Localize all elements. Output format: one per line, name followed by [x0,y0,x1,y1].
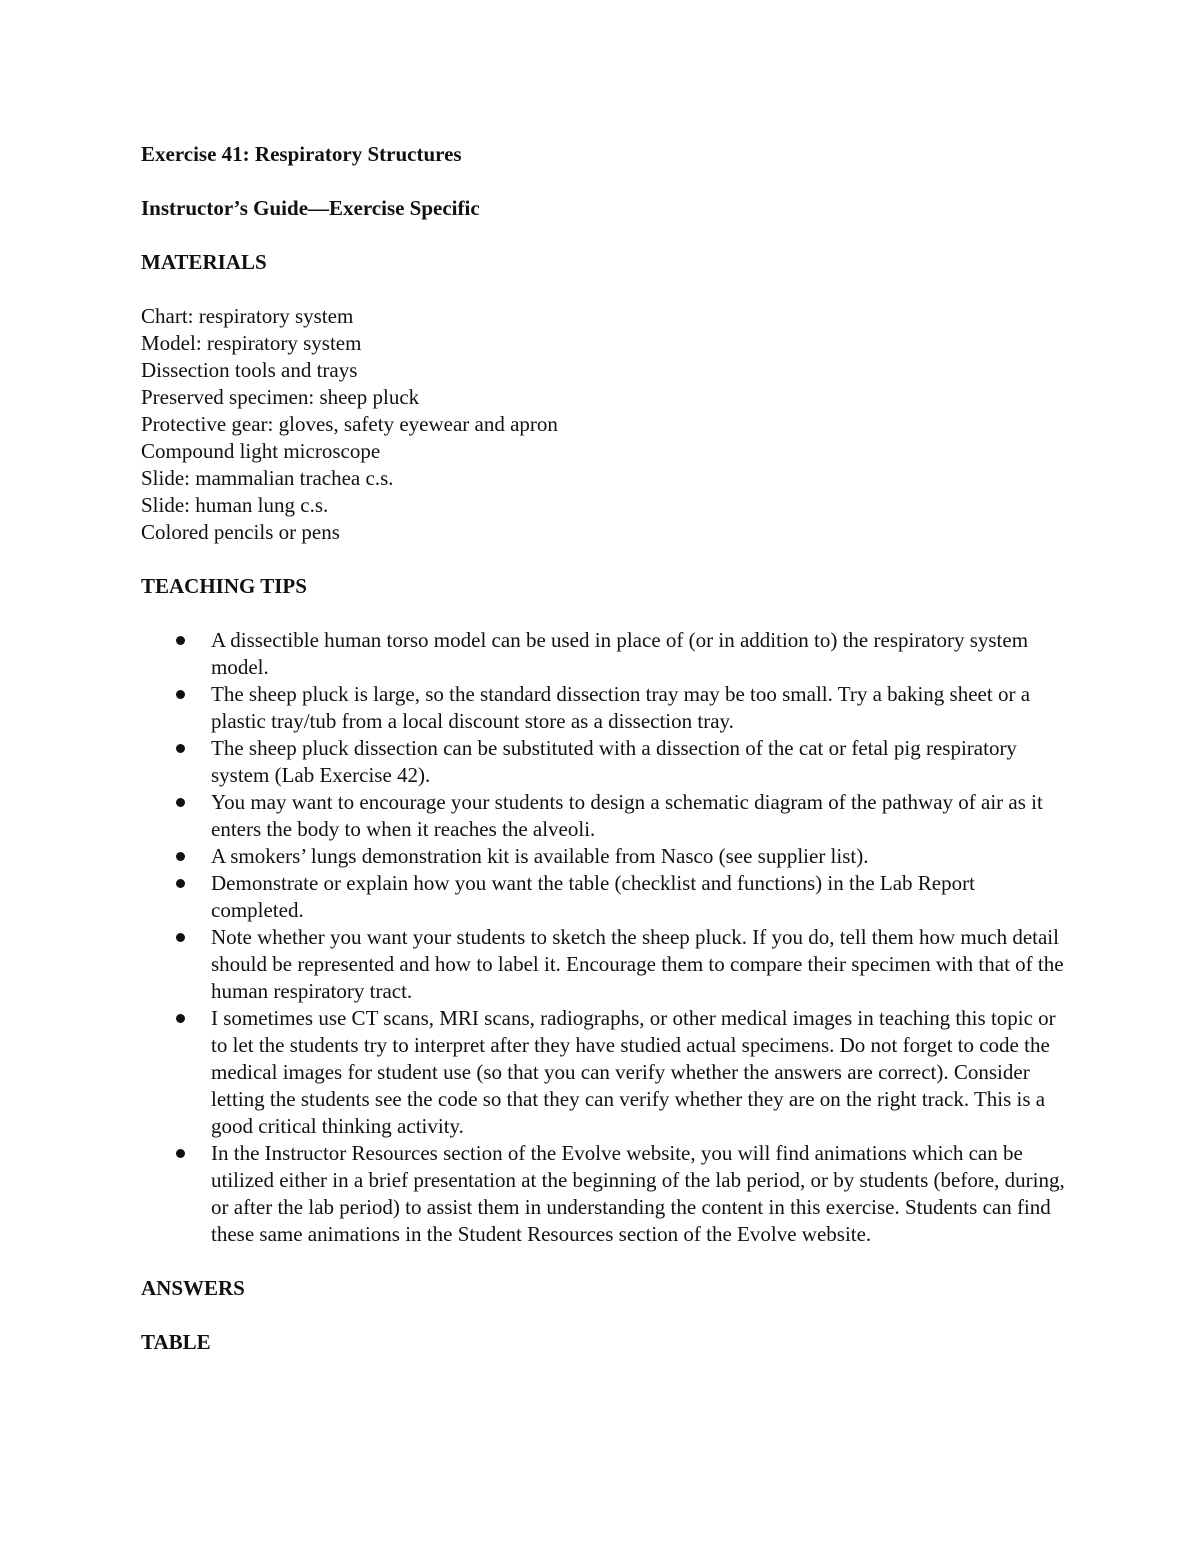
tip-item [141,870,1071,924]
teaching-tips-heading: TEACHING TIPS [141,574,307,598]
tip-text: A smokers’ lungs demonstration kit is available from Nasco (see supplier list). [211,844,869,868]
bullet-icon [176,1014,185,1023]
spacer [141,546,1071,573]
bullet-icon [176,690,185,699]
tip-item [141,1140,1071,1248]
materials-item: Slide: mammalian trachea c.s. [141,466,394,490]
tip-text: Demonstrate or explain how you want the table (checklist and functions) in the Lab Report completed. [211,871,975,922]
materials-item: Colored pencils or pens [141,520,340,544]
spacer [141,1302,1071,1329]
spacer [141,168,1071,195]
spacer [141,600,1071,627]
tip-text: The sheep pluck dissection can be substituted with a dissection of the cat or fetal pig respiratory system (Lab Exercise 42). [211,736,1017,787]
teaching-tips-list [141,627,1071,1248]
materials-item: Preserved specimen: sheep pluck [141,385,420,409]
bullet-icon [176,933,185,942]
document-title: Exercise 41: Respiratory Structures [141,142,462,166]
bullet-icon [176,798,185,807]
tip-text: Note whether you want your students to sketch the sheep pluck. If you do, tell them how much detail should be represented and how to label it. Encourage them to compare their specimen with that of the human respiratory tract. [211,925,1064,1003]
spacer [141,222,1071,249]
materials-item: Slide: human lung c.s. [141,493,329,517]
bullet-icon [176,879,185,888]
bullet-icon [176,744,185,753]
tip-item [141,735,1071,789]
materials-item: Dissection tools and trays [141,358,358,382]
document-subtitle: Instructor’s Guide—Exercise Specific [141,196,480,220]
tip-text: You may want to encourage your students to design a schematic diagram of the pathway of air as it enters the body to when it reaches the alveoli. [211,790,1043,841]
table-heading: TABLE [141,1330,211,1354]
tip-item [141,1005,1071,1140]
materials-item: Model: respiratory system [141,331,362,355]
materials-item: Chart: respiratory system [141,304,354,328]
materials-item: Compound light microscope [141,439,381,463]
tip-text: The sheep pluck is large, so the standard dissection tray may be too small. Try a baking sheet or a plastic tray/tub from a local discount store as a dissection tray. [211,682,1031,733]
tip-item [141,789,1071,843]
document-page [141,141,1071,1356]
answers-heading: ANSWERS [141,1276,245,1300]
bullet-icon [176,852,185,861]
tip-text: I sometimes use CT scans, MRI scans, radiographs, or other medical images in teaching this topic or to let the students try to interpret after they have studied actual specimens. Do not forget to code the medical images for student use (so that you can verify whether the answers are correct). Consider letting the students see the code so that they can verify whether they are on the right track. This is a good critical thinking activity. [211,1006,1056,1138]
spacer [141,1248,1071,1275]
bullet-icon [176,636,185,645]
bullet-icon [176,1149,185,1158]
tip-item [141,627,1071,681]
materials-item: Protective gear: gloves, safety eyewear and apron [141,412,558,436]
tip-item [141,924,1071,1005]
tip-text: A dissectible human torso model can be used in place of (or in addition to) the respiratory system model. [211,628,1029,679]
materials-heading: MATERIALS [141,250,267,274]
tip-item [141,681,1071,735]
spacer [141,276,1071,303]
tip-text: In the Instructor Resources section of the Evolve website, you will find animations which can be utilized either in a brief presentation at the beginning of the lab period, or by students (before, during, or after the lab period) to assist them in understanding the content in this exercise. Students can find these same animations in the Student Resources section of the Evolve website. [211,1141,1065,1246]
tip-item [141,843,1071,870]
materials-list [141,303,1071,546]
